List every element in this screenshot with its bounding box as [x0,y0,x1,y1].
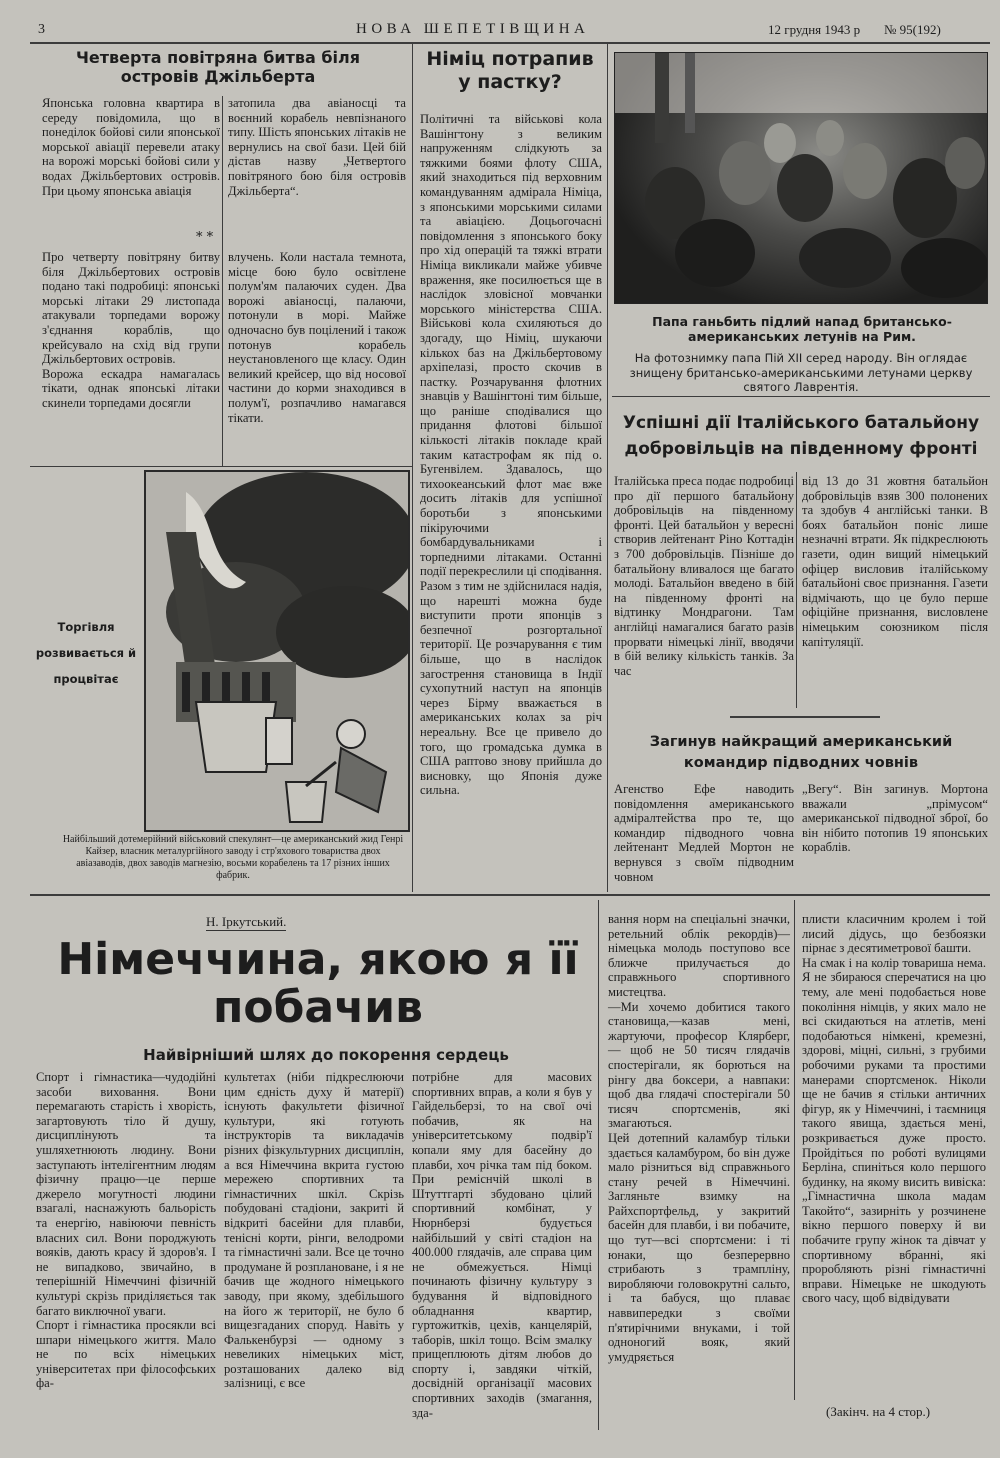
article-title: Четверта повітряна битва біля островів Джільберта [76,48,360,87]
masthead-rule [30,42,990,44]
photo-caption-text: На фотознимку папа Пій XII серед народу. Він оглядає знищену британсько-американськими летунами церкву святого Лаврентія. [629,351,973,394]
issue-date: 12 грудня 1943 р [768,22,861,37]
column-rule-1 [412,44,413,892]
feature-article [30,898,992,1438]
feature-col5: плисти класичним кролем і той лисий дідусь, що безбоязки пірнає з десятиметрової башти. На смак і на колір товариша нема. Я не збираюся сперечатися на цю тему, але мені подобається нове покоління німців, у яких мало не всі скидаються на атлетів, мені подобаються німкені, кремезні, здорові, міцні, сильні, з грубими робочими руками та простими манерами спортсменок. Ніколи ще не бачив я стільки античних фігур, як у Німеччині, і таємниця такого явища, здається мені, розкривається дуже просто. Пройдіться по роботі вулицями Берліна, спиніться коло першого будинку, на якому висить вивіска: „Гімнастична школа мадам Такойто“, зазирніть у розчинене вікно першого поверху й ви побачите групу жінок та дівчат у спортивному вбранні, які проробляють різні гімнастичні вправи. Німецьке не шкодують свого часу, щоб відвідувати [802,912,986,1306]
page-number: 3 [38,22,45,37]
article-text-col2: „Вегу“. Він загинув. Мортона вважали „прімусом“ американської підводної зброї, бо він нібито потопив 19 японських кораблів. [802,782,988,855]
article-text-col1: Італійська преса подає подробиці про дії першого батальйону добровільців на південному фронті. Цей батальйон у вересні створив лейтенант Ріно Коттадін з 700 добровільців. Пізніше до батальйону вливалося ще багато молоді. Батальйон введено в бій на південному фронті на відтинку Мондрагони. Там англійці намагалися багато разів прорвати німецькі лінії, вводячи в бій велику кількість танків. За час [614,474,794,678]
paper-name: НОВА ШЕПЕТІВЩИНА [356,21,590,37]
cartoon-block [30,468,410,892]
feature-col1: Спорт і гімнастика—чудодійні засоби виховання. Вони перемагають старість і хворість, загартовують тіло й душу, дисциплінують та ушляхетнюють людину. Вони заступають інтелігентним людям фізичну працю—це перше джерело могутності людини взагалі, наснажують бальорість та енергію, навіюючи певність власних сил. Вони породжують вояків, дають красу й здоров'я. І не випадково, звичайно, в теперішній Німеччині фізичній культурі скрізь приділяється так багато виключної уваги. Спорт і гімнастика просякли всі шпари німецького життя. Мало не по всіх німецьких університетах при філософських фа- [36,1070,216,1391]
feature-rule-1 [598,900,599,1430]
article-text-col1b: Про четверту повітряну битву біля Джільбертових островів подано такі подробиці: японські морські літаки 29 листопада атакували торпедами ворожу з'єднання кораблів, що крейсувало на схід від групи Джільбертових островів. Ворожа ескадра намагалась тікати, однак японські літаки скинели торпедами досягли [42,250,220,410]
crowd-silhouette [615,53,987,303]
continued-note: (Закінч. на 4 стор.) [826,1404,931,1419]
section-stars: * * [196,230,214,245]
article1-col-rule [222,96,223,466]
cartoon-side-label: Торгівля розвивається й процвітає [35,620,137,686]
article-nimitz-trap [416,46,604,892]
column-rule-2 [607,44,608,892]
author-byline: Н. Іркутський. [206,914,287,929]
masthead [38,19,960,41]
photo-block [612,48,990,444]
article-title: Загинув найкращий американський командир підводних човнів [649,734,953,771]
article-title: Німіц потрапив у пастку? [426,48,594,93]
feature-subtitle: Найвірніший шлях до покорення сердець [143,1046,509,1064]
article-title: Успішні дії Італійського батальйону добровільців на південному фронті [622,413,980,459]
issue-number: № 95(192) [884,22,941,37]
photo-rule [612,396,990,397]
article3-rule [730,716,880,718]
cartoon-caption: Найбільший дотемерійний військовий спекулянт—це американський жид Генрі Кайзер, власник металургійного заводу і стр'яхового товариства двох авіазаводів, двох заводів магнезію, восьми корабелень та 17 різних інших фабрик. [62,834,404,881]
cartoon-drawing [144,470,410,832]
feature-col4: вання норм на спеціальні значки, ретельний облік рекордів)—німецька молодь поступово все ближче прилучається до справжнього спортивного мистецтва. —Ми хочемо добитися такого становища,—казав мені, жартуючи, професор Клярберг, — щоб не 50 тисяч глядачів спостерігали, як борються на рінгу два боксери, а навпаки: щоб два глядачі спостерігали 50 тисяч спортсменів, які змагаються. Цей дотепний каламбур тільки здається каламбуром, бо він дуже мало різниться від справжнього стану речей в Німеччині. Загляньте взимку на Райхспортфельд, у закритий басейн для плавби, і ви побачите, що тут—всі спортсмени: і ті юнаки, що безперервно стрибають з трампліну, виробляючи головокрутні сальто, і та бабуся, що плаває наввипередки з своїми п'ятирічними внуками, і той одноногий вояк, який умудряється [608,912,790,1364]
feature-col3: потрібне для масових спортивних вправ, а коли я був у Гайдельберзі, то на свої очі побачив, як на університетському подвір'ї копали яму для басейну до плавби, хоч річка там під боком. При реміснчій школі в Штуттгарті збудовано цілий спортивний комбінат, у Нюрнберзі будується найбільший у світі стадіон на 400.000 глядачів, але справа цим не обмежується. Німці починають фізичну культуру з будування й відповідного обладнання квартир, гуртожитків, цехів, канцелярій, таборів, шкіл тощо. Всім змалку прищеплюють дітям любов до спорту і, завдяки чіткій, досвідній організації масових спортивних заходів (змагання, зда- [412,1070,592,1420]
article-text-col1: Агенство Ефе наводить повідомлення американського адміралтейства про те, що командир підводного човна лейтенант Медлей Мортон не вернувся з своїм підводним човном [614,782,794,884]
article-fourth-air-battle [38,46,410,466]
article3-col-rule [796,472,797,708]
photo-caption-title: Папа ганьбить підлий напад британсько-американських летунів на Рим. [652,314,952,344]
article-italian-battalion [612,400,990,708]
article1-bottom-rule [30,466,412,467]
feature-title: Німеччина, якою я її побачив [57,934,579,1033]
feature-col2: культетах (ніби підкреслюючи цим єдність духу й матерії) існують факультети фізичної культури, які готують інструкторів та викладачів різних фізкультурних дисциплін, а вся Німеччина вкрита густою мережею спортивних та гімнастичних шкіл. Скрізь побудовані стадіони, закриті й відкриті басейни для плавби, тенісні корти, рінги, велодроми та гімнастичні зали. Все це точно продумане й розплановане, і я не бачив ще жодного німецького заводу, при якому, здебільшого на його ж території, не було б вищезгаданих споруд. Навіть у Фалькенбурзі — одному з невеликих німецьких міст, розташованих далеко від залізниці, є все [224,1070,404,1391]
article-text: Політичні та військові кола Вашінгтону з великим напруженням слідкують за тяжкими боями флоту США, який знаходиться під верховним командуванням адмірала Німіца, з японськими морськими силами та авіацією. Доцьогочасні повідомлення з японського боку про хід операцій та тяжкі втрати Німіца викликали майже убивче враження, яке посилюється ще в наслідок зловісної мовчанки морського міністерства США. Військові кола схиляються до здогаду, що Німіц, шукаючи кількох баз на Джільбертовому архіпелазі, просто скочив в пастку. Розчарування флотних знавців у Вашінгтоні тим більше, що раніше сподівалися що придання флотові більшої кількості літаків покладе край таким катастрофам як під о. Бугенвілем. Здавалось, що тихоокеанський флот має вже досить літаків для успішної боротьби з японськими пікіруючими бомбардувальниками і торпедними літаками. Останні події перекреслили ці сподівання. Разом з тим не здійснилася надія, що нарешті можна буде виступити проти японців з безпечної розгортальної території. Це розчарування є тим більше, що в наслідок загострення становища в Індії сухопутний наступ на японців через Бірму вважається в американських колах за річ нереальну. Все це привело до того, що громадська думка в США раптово знову прийшла до висновку, що Японія дуже сильна. [420,112,602,798]
feature-rule-2 [794,900,795,1400]
article-text-col1: Японська головна квартира в середу повідомила, що в понеділок бойові сили японської морської авіації перевели атаку на ворожі морські бойові сили у водах Джільбертових островів. При цьому японська авіація [42,96,220,198]
article-text-col2: від 13 до 31 жовтня батальйон добровільців взяв 300 полонених та здобув 4 англійські танки. В боях батальйон поніс лише незначні втрати. Як підкреслюють газети, один вищий німецький офіцер висловив італійському батальйоні своє признання. Газети відмічають, що це було перше офіційне признання, висловлене німецьким союзником після капітуляції. [802,474,988,649]
article-text-col2b: влучень. Коли настала темнота, місце бою було освітлене полум'ям палаючих суден. Два ворожі авіаносці, палаючи, потонули в морі. Майже одночасно був поцілений і також потонув корабель неустановленого ще класу. Один великий крейсер, що від носової частини до корми знаходився в полум'ї, розпачливо намагався тікати. [228,250,406,425]
article-submarine-commander [612,722,990,890]
feature-top-rule [30,894,990,896]
article-text-col2: затопила два авіаносці та воєнний корабель невпізнаного типу. Шість японських літаків не вернулись на свої бази. Цей бій дістав назву „Четвертого повітряного бою біля островів Джільберта“. [228,96,406,198]
pope-photo [614,52,988,304]
factory-cartoon [146,472,408,830]
